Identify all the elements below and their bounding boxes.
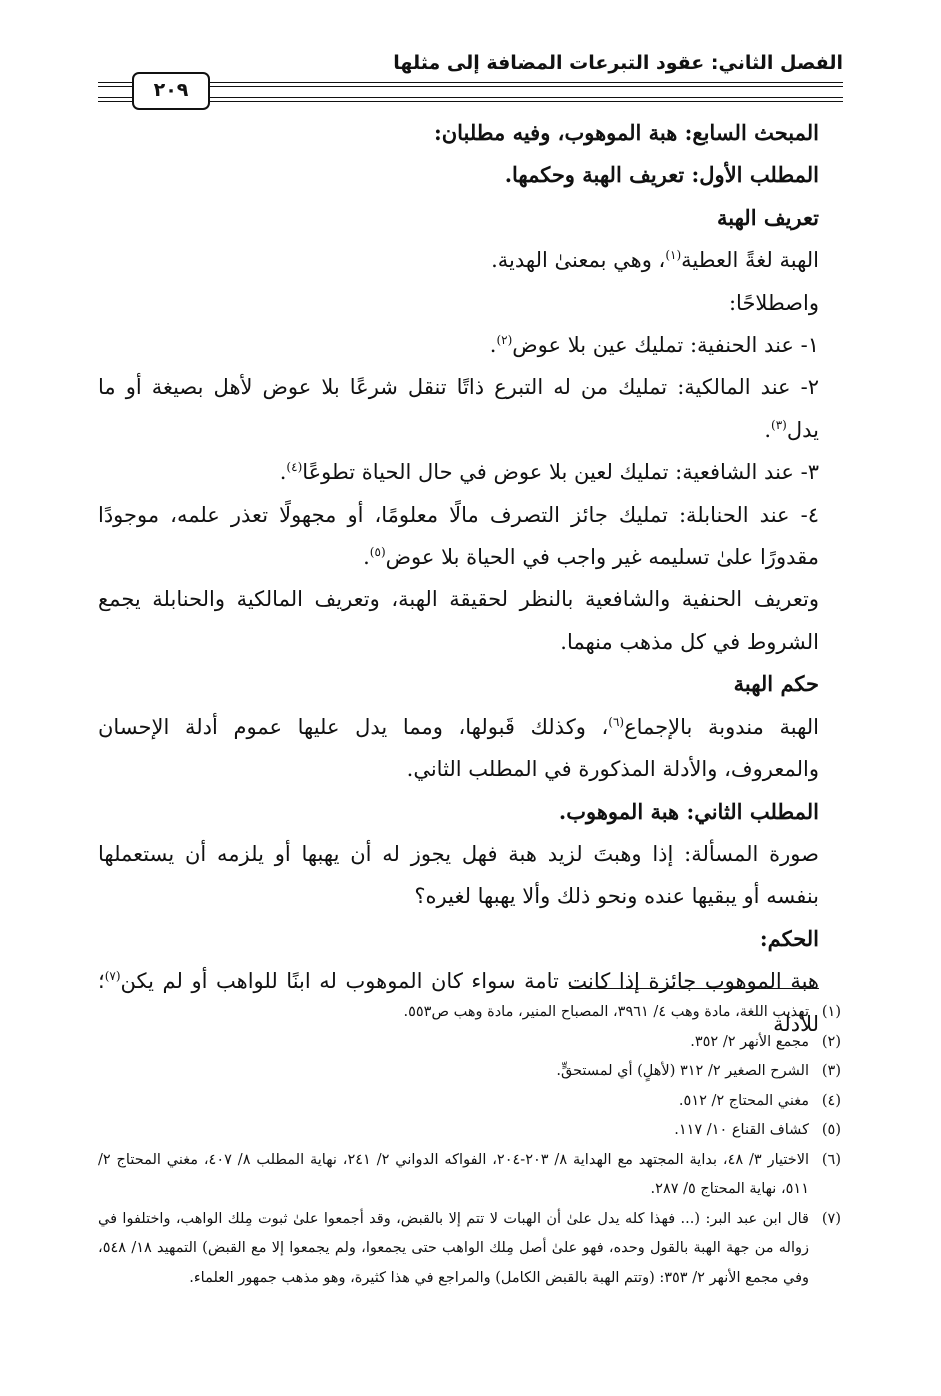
section-heading: المبحث السابع: هبة الموهوب، وفيه مطلبان: [433,120,819,145]
footnote-ref: (١) [665,248,682,263]
footnotes [98,998,841,1293]
footnote-number: (٣) [821,1063,841,1079]
subsection-heading-2: المطلب الثاني: هبة الموهوب. [558,798,819,824]
footnote-ref: (٥) [369,545,386,560]
footnote: (٦) الاختيار ٣/ ٤٨، بداية المجتهد مع الهداية ٨/ ٢٠٣-٢٠٤، الفواكه الدواني ٢/ ٢٤١، نهاية المطلب ٨/ ٤٠٧، مغني المحتاج ٢/ ٥١١، نهاية المحتاج ٥/ ٢٨٧. [98,1146,841,1205]
main-body [98,112,819,1045]
footnote: (٢) مجمع الأنهر ٢/ ٣٥٢. [98,1028,841,1058]
definition-hanafi: ١- عند الحنفية: تمليك عين بلا عوض$^{(٢)}$. [489,333,819,358]
definition-heading: تعريف الهبة [717,204,819,230]
comparison-paragraph: وتعريف الحنفية والشافعية بالنظر لحقيقة الهبة، وتعريف المالكية والحنابلة يجمع الشروط في كل مذهب منهما. [98,587,819,654]
ruling-heading: حكم الهبة [733,671,819,697]
case-paragraph: صورة المسألة: إذا وهبتَ لزيد هبة فهل يجوز له أن يهبها أو يلزمه أن يستعملها بنفسه أو يبقيها عنده ونحو ذلك وألا يهبها لغيره؟ [98,841,819,909]
hukm-heading: الحكم: [759,925,819,951]
footnote: (١) تهذيب اللغة، مادة وهب ٤/ ٣٩٦١، المصباح المنير، مادة وهب ص٥٥٣. [98,998,841,1028]
footnote: (٧) قال ابن عبد البر: (... فهذا كله يدل علىٰ أن الهبات لا تتم إلا بالقبض، وقد أجمعوا علىٰ ثبوت مِلك الواهب، واختلفوا في زواله من جهة الهبة بالقول وحده، فهو علىٰ أصل مِلك الواهب حتى يجمعوا، ولم يجمعوا إلا مع القبض) التمهيد ١٨/ ٥٤٨، وفي مجمع الأنهر ٢/ ٣٥٣: (وتتم الهبة بالقبض الكامل) والمراجع في هذا كثيرة، وهو مذهب جمهور العلماء. [98,1205,841,1294]
footnote: (٤) مغني المحتاج ٢/ ٥١٢. [98,1087,841,1117]
page-number: ٢٠٩ [132,72,210,110]
hukm-paragraph: هبة الموهوب جائزة إذا كانت تامة سواء كان الموهوب له ابنًا للواهب أو لم يكن$^{(٧)}$؛ للأدلة [98,969,819,1036]
footnote-ref: (٣) [771,417,787,432]
footnote-ref: (٦) [608,714,625,729]
ruling-paragraph: الهبة مندوبة بالإجماع$^{(٦)}$، وكذلك قَبولها، ومما يدل عليها عموم أدلة الإحسان والمعروف، والأدلة المذكورة في المطلب الثاني. [98,714,819,782]
subsection-heading-1: المطلب الأول: تعريف الهبة وحكمها. [504,162,819,188]
footnote-number: (٥) [821,1122,841,1138]
footnote-number: (١) [821,1004,841,1020]
footnote-number: (٤) [821,1092,841,1109]
running-header: الفصل الثاني: عقود التبرعات المضافة إلى مثلها [393,52,843,74]
definition-shafii: ٣- عند الشافعية: تمليك لعين بلا عوض في حال الحياة تطوعًا$^{(٤)}$. [279,460,819,485]
footnote: (٣) الشرح الصغير ٢/ ٣١٢ (لأهلٍ) أي لمستحقٍّ. [98,1057,841,1087]
footnote-ref: (٧) [104,969,121,984]
linguistic-definition: الهبة لغةً العطية$^{(١)}$، وهي بمعنىٰ الهدية. [491,248,819,273]
case-label: صورة المسألة: [684,841,819,866]
footnote-ref: (٢) [496,333,513,348]
footnote-ref: (٤) [286,460,303,475]
footnote-number: (٧) [821,1210,841,1227]
definition-hanbali: ٤- عند الحنابلة: تمليك جائز التصرف مالًا معلومًا، أو مجهولًا تعذر علمه، موجودًا مقدورًا علىٰ تسليمه غير واجب في الحياة بلا عوض$^{(٥)}$. [98,502,819,570]
footnote: (٥) كشاف القناع ١٠/ ١١٧. [98,1116,841,1146]
definition-maliki: ٢- عند المالكية: تمليك من له التبرع ذاتًا تنقل شرعًا بلا عوض لأهل بصيغة أو ما يدل$^{(٣)}$. [98,375,819,442]
footnote-separator [569,988,819,989]
technical-intro: واصطلاحًا: [728,290,819,315]
footnote-number: (٦) [821,1151,841,1168]
footnote-number: (٢) [821,1033,841,1050]
